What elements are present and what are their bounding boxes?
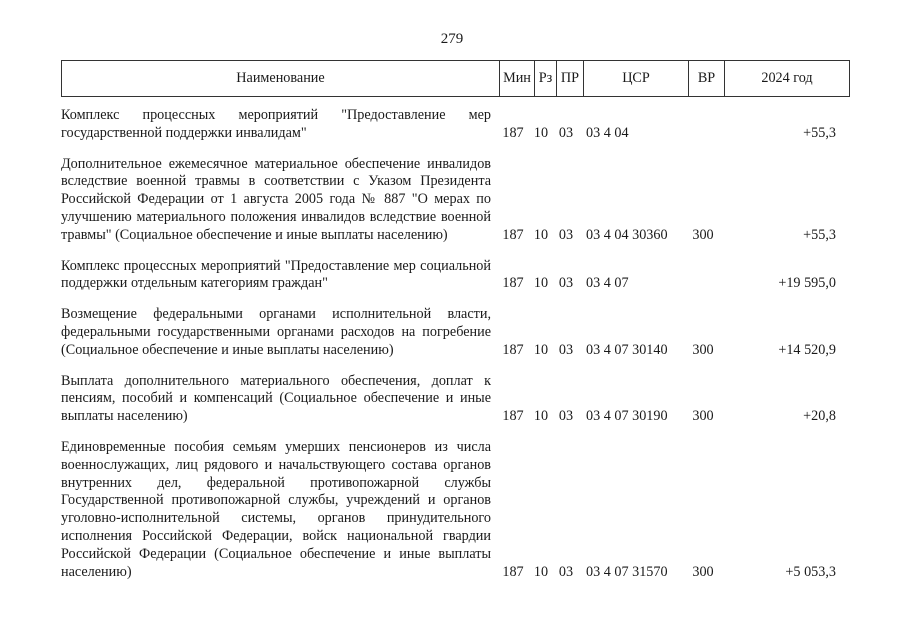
row-vr: 300 (692, 226, 714, 243)
row-min: 187 (502, 226, 524, 243)
page-number: 279 (440, 31, 464, 47)
row-rz: 10 (533, 408, 549, 425)
row-csr: 03 4 07 (586, 275, 629, 292)
row-csr: 03 4 04 30360 (586, 226, 668, 243)
row-min: 187 (502, 124, 524, 141)
row-min: 187 (502, 563, 524, 580)
table-row (61, 306, 850, 359)
row-pr: 03 (558, 226, 574, 243)
row-min: 187 (502, 408, 524, 425)
table-row (61, 258, 850, 294)
header-name: Наименование (236, 70, 325, 86)
row-pr: 03 (558, 563, 574, 580)
row-csr: 03 4 07 30140 (586, 341, 668, 358)
header-min: Мин (499, 61, 534, 96)
row-pr: 03 (558, 124, 574, 141)
row-vr: 300 (692, 408, 714, 425)
row-vr: 300 (692, 341, 714, 358)
row-pr: 03 (558, 408, 574, 425)
row-pr: 03 (558, 341, 574, 358)
row-amount: +20,8 (803, 408, 836, 425)
header-vr: ВР (688, 61, 724, 96)
row-name: Комплекс процессных мероприятий "Предоставление мер государственной поддержки инвалидам" (61, 107, 491, 141)
table-row (61, 373, 850, 426)
table-row (61, 156, 850, 245)
row-name: Возмещение федеральными органами исполнительной власти, федеральными государственными органами расходов на погребение (Социальное обеспечение и иные выплаты населению) (61, 306, 491, 358)
row-rz: 10 (533, 563, 549, 580)
row-min: 187 (502, 341, 524, 358)
row-vr: 300 (692, 563, 714, 580)
row-csr: 03 4 04 (586, 124, 629, 141)
row-min: 187 (502, 275, 524, 292)
table-row (61, 107, 850, 143)
row-amount: +5 053,3 (785, 563, 836, 580)
row-rz: 10 (533, 275, 549, 292)
row-rz: 10 (533, 341, 549, 358)
table-row (61, 439, 850, 581)
table-header (61, 60, 850, 97)
row-csr: 03 4 07 30190 (586, 408, 668, 425)
row-rz: 10 (533, 124, 549, 141)
row-pr: 03 (558, 275, 574, 292)
row-csr: 03 4 07 31570 (586, 563, 668, 580)
row-name: Единовременные пособия семьям умерших пенсионеров из числа военнослужащих, лиц рядового и начальствующего состава органов внутренних дел, федеральной противопожарной службы Государственной противопожарной службы, учреждений и органов уголовно-исполнительной системы, органов принудительного исполнения Российской Федерации, войск национальной гвардии Российской Федерации (Социальное обеспечение и иные выплаты населению) (61, 438, 491, 580)
header-rz: Рз (534, 61, 556, 96)
row-amount: +55,3 (803, 226, 836, 243)
row-amount: +55,3 (803, 124, 836, 141)
row-name: Дополнительное ежемесячное материальное обеспечение инвалидов вследствие военной травмы в соответствии с Указом Президента Российской Федерации от 1 августа 2005 года № 887 "О мерах по улучшению материального положения инвалидов вследствие военной травмы" (Социальное обеспечение и иные выплаты населению) (61, 155, 491, 243)
row-rz: 10 (533, 226, 549, 243)
row-amount: +14 520,9 (778, 341, 836, 358)
header-pr: ПР (556, 61, 583, 96)
header-year: 2024 год (724, 61, 849, 96)
header-csr: ЦСР (583, 61, 688, 96)
row-name: Комплекс процессных мероприятий "Предоставление мер социальной поддержки отдельным категориям граждан" (61, 257, 491, 292)
row-name: Выплата дополнительного материального обеспечения, доплат к пенсиям, пособий и компенсаций (Социальное обеспечение и иные выплаты населению) (61, 372, 491, 425)
table-body (61, 107, 850, 594)
row-amount: +19 595,0 (778, 275, 836, 292)
